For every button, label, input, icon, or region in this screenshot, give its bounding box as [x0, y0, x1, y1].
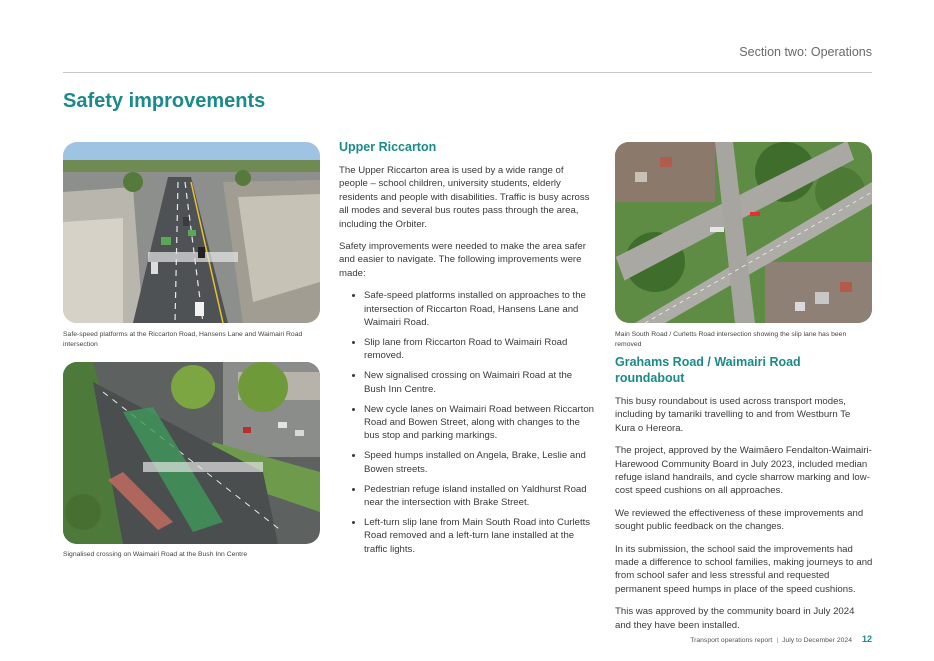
- photo-curletts-intersection: [615, 142, 872, 323]
- list-item: • Speed humps installed on Angela, Brake, Leslie and Bowen streets.: [364, 449, 594, 476]
- upper-riccarton-paragraph-2: Safety improvements were needed to make the area safer and easier to navigate. The following improvements were made:: [339, 241, 586, 279]
- page-title: Safety improvements: [63, 90, 266, 112]
- photo-caption-1: Safe-speed platforms at the Riccarton Road, Hansens Lane and Waimairi Road intersection: [63, 331, 303, 348]
- grahams-paragraph-5: This was approved by the community board in July 2024 and they have been installed.: [615, 606, 855, 631]
- grahams-paragraph-4: In its submission, the school said the improvements had made a difference to school families, making journeys to and from school safer and less stressful and requested permanent speed humps in place of the speed cushions.: [615, 543, 873, 595]
- improvements-list: [339, 289, 594, 556]
- list-item: • New signalised crossing on Waimairi Road at the Bush Inn Centre.: [364, 369, 594, 396]
- footer-period: July to December 2024: [782, 637, 852, 644]
- footer-report-title: Transport operations report: [690, 637, 773, 644]
- list-item: • New cycle lanes on Waimairi Road between Riccarton Road and Bowen Street, along with changes to the bus stop and parking markings.: [364, 403, 594, 443]
- photo-caption-3: Main South Road / Curletts Road intersection showing the slip lane has been removed: [615, 331, 847, 348]
- page-number: 12: [861, 634, 872, 644]
- header-divider: [63, 72, 872, 73]
- list-item: • Left-turn slip lane from Main South Road into Curletts Road removed and a left-turn lane installed at the traffic lights.: [364, 516, 594, 556]
- upper-riccarton-heading: Upper Riccarton: [339, 140, 437, 154]
- photo-bush-inn-crossing: [63, 362, 320, 544]
- photo-riccarton-intersection: [63, 142, 320, 323]
- footer-separator: |: [776, 637, 779, 644]
- list-item: • Pedestrian refuge island installed on Yaldhurst Road near the intersection with Brake Street.: [364, 483, 594, 510]
- photo-caption-2: Signalised crossing on Waimairi Road at the Bush Inn Centre: [63, 551, 248, 558]
- page-footer: [690, 634, 872, 644]
- grahams-paragraph-2: The project, approved by the Waimāero Fendalton-Waimairi-Harewood Community Board in July 2023, included median refuge island handrails, and cycle sharrow marking and low-cost speed cushions on all approaches.: [615, 445, 872, 497]
- grahams-road-heading: Grahams Road / Waimairi Road roundabout: [615, 355, 801, 385]
- grahams-paragraph-1: This busy roundabout is used across transport modes, including by tamariki travelling to and from Westburn Te Kura o Hereora.: [615, 396, 851, 434]
- list-item: • Safe-speed platforms installed on approaches to the intersection of Riccarton Road, Hansens Lane and Waimairi Road.: [364, 289, 594, 329]
- upper-riccarton-paragraph-1: The Upper Riccarton area is used by a wide range of people – school children, university students, elderly residents and people with disabilities. Traffic is busy across all modes and several bus routes pass through the area, including the Orbiter.: [339, 165, 590, 230]
- upper-riccarton-section: [339, 139, 594, 563]
- section-label: Section two: Operations: [739, 45, 872, 59]
- grahams-paragraph-3: We reviewed the effectiveness of these improvements and sought public feedback on the changes.: [615, 507, 864, 533]
- grahams-road-section: [615, 354, 873, 641]
- list-item: • Slip lane from Riccarton Road to Waimairi Road removed.: [364, 336, 594, 363]
